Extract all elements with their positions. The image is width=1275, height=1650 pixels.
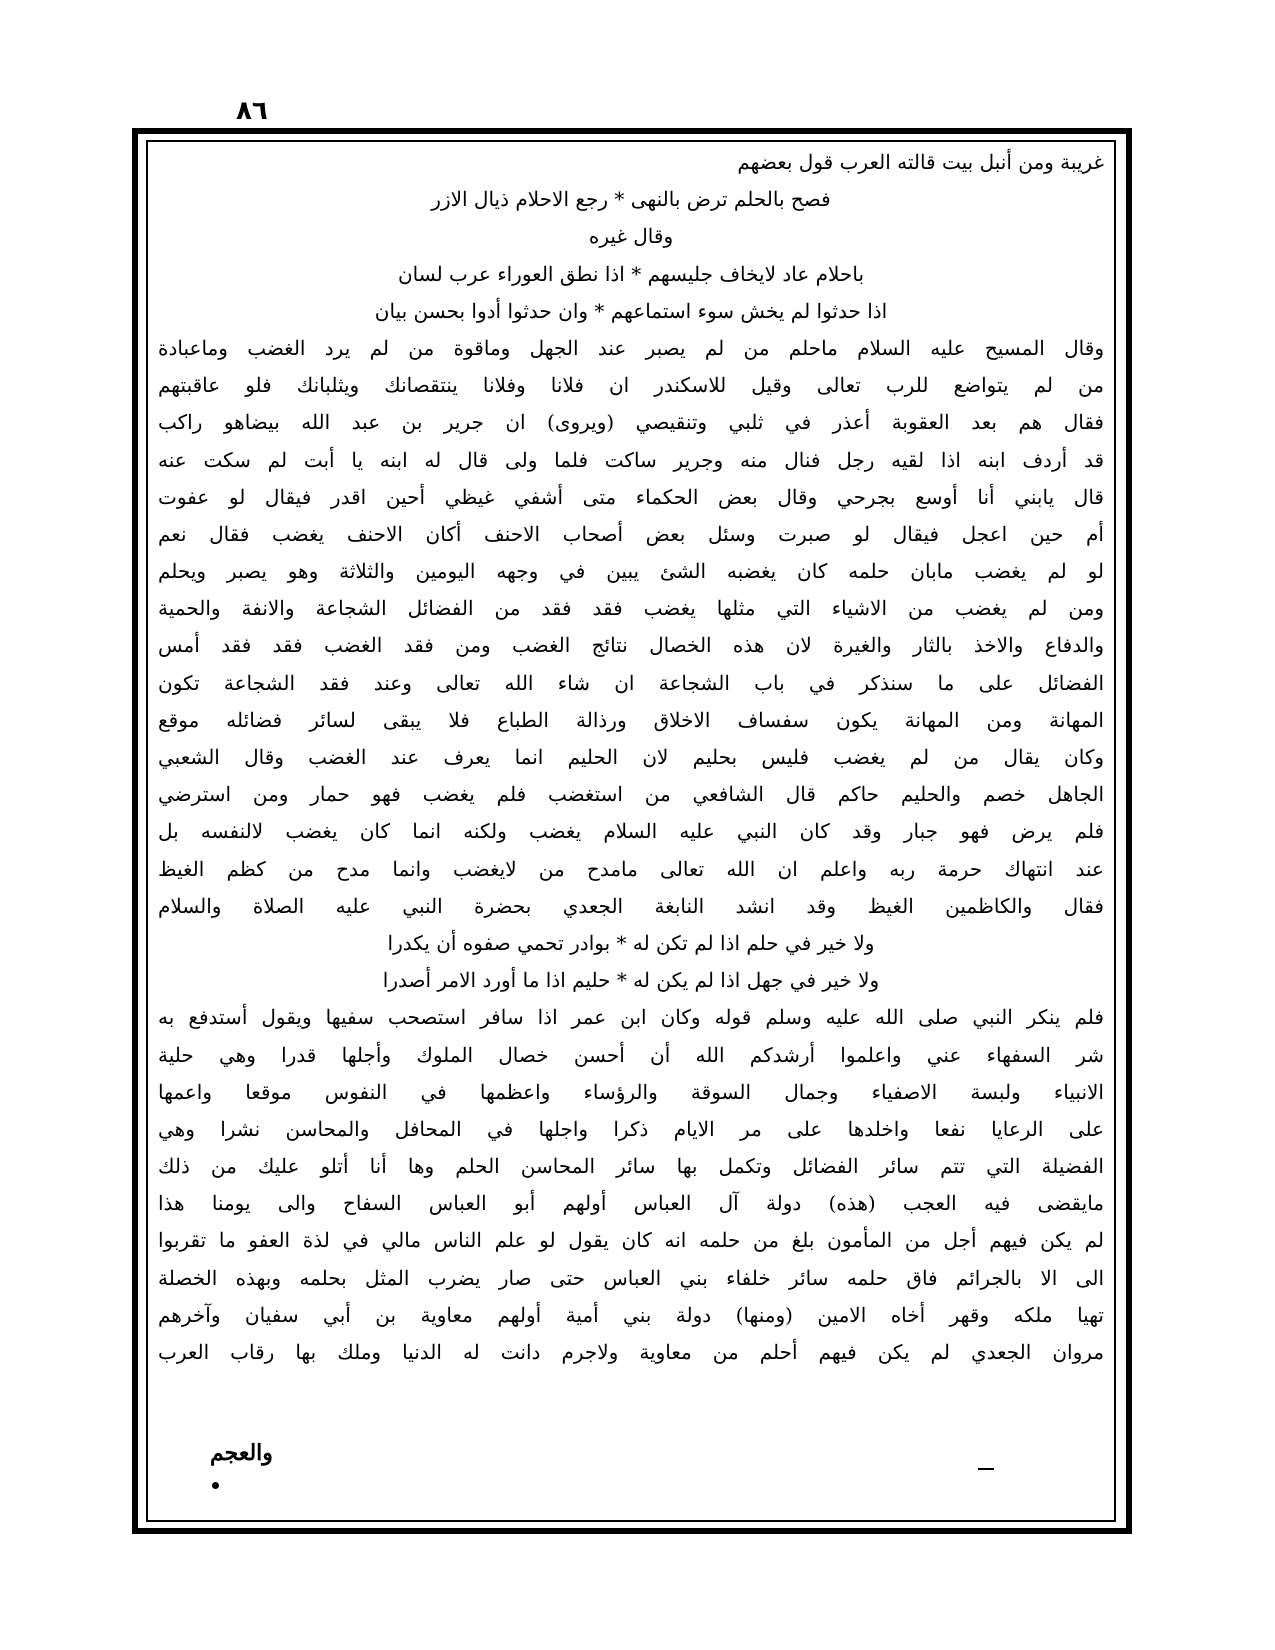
- text-line: فقال هم بعد العقوبة أعذر في ثلبي وتنقيصي (ويروى) ان جرير بن عبد الله بيضاهو راكب: [158, 410, 1104, 435]
- text-line: فصح بالحلم ترض بالنهى * رجع الاحلام ذيال الازر: [431, 187, 831, 212]
- text-line: الجاهل خصم والحليم حاكم قال الشافعي من استغضب فلم يغضب فهو حمار ومن استرضي: [158, 782, 1104, 807]
- text-line: عند انتهاك حرمة ربه واعلم ان الله تعالى مامدح من لايغضب وانما مدح من كظم الغيظ: [158, 856, 1104, 881]
- text-line: لم يكن فيهم أجل من المأمون بلغ من حلمه انه كان يقول لو علم الناس مالي في لذة العفو ما تقربوا: [158, 1228, 1104, 1253]
- ink-dash: [978, 1468, 994, 1470]
- text-body: [158, 144, 1104, 1516]
- text-line: من لم يتواضع للرب تعالى وقيل للاسكندر ان فلانا وفلانا ينتقصانك ويثلبانك فلو عاقبتهم: [158, 373, 1104, 398]
- text-line: قال يابني أنا أوسع بجرحي وقال بعض الحكماء متى أشفي غيظي أحين اقدر فيقال لو عفوت: [158, 484, 1104, 509]
- text-line: فقال والكاظمين الغيظ وقد انشد النابغة الجعدي بحضرة النبي عليه الصلاة والسلام: [158, 893, 1104, 918]
- text-line: فلم يرض فهو جبار وقد كان النبي عليه السلام يغضب ولكنه انما كان يغضب لالنفسه بل: [158, 819, 1104, 844]
- ink-dot: [212, 1482, 219, 1489]
- text-line: قد أردف ابنه اذا لقيه رجل فنال منه وجرير ساكت فلما ولى قال له ابنه يا أبت لم سكت عنه: [158, 447, 1104, 472]
- text-line: تهيا ملكه وقهر أخاه الامين (ومنها) دولة بني أمية أولهم معاوية بن أبي سفيان وآخرهم: [158, 1302, 1104, 1327]
- text-line: مروان الجعدي لم يكن فيهم أحلم من معاوية ولاجرم دانت له الدنيا وملك بها رقاب العرب: [158, 1340, 1104, 1364]
- page-number: ٨٦: [236, 96, 268, 126]
- catchword: والعجم: [210, 1440, 273, 1466]
- text-line: شر السفهاء عني واعلموا أرشدكم الله أن أحسن خصال الملوك وأجلها قدرا وهي حلية: [158, 1042, 1104, 1067]
- text-line: ولا خير في جهل اذا لم يكن له * حليم اذا ما أورد الامر أصدرا: [382, 968, 880, 993]
- text-line: وكان يقال من لم يغضب فليس بحليم لان الحليم انما يعرف عند الغضب وقال الشعبي: [158, 745, 1104, 769]
- text-line: والدفاع والاخذ بالثار والغيرة لان هذه الخصال نتائج الغضب ومن فقد الغضب فقد فقد أمس: [158, 633, 1104, 658]
- text-line: اذا حدثوا لم يخش سوء استماعهم * وان حدثوا أدوا بحسن بيان: [374, 298, 888, 323]
- text-line: باحلام عاد لايخاف جليسهم * اذا نطق العوراء عرب لسان: [397, 261, 865, 286]
- text-line: وقال غيره: [588, 224, 674, 249]
- text-line: فلم ينكر النبي صلى الله عليه وسلم قوله وكان ابن عمر اذا سافر استصحب سفيها ويقول أستدفع به: [158, 1005, 1104, 1030]
- text-line: الى الا بالجرائم فاق حلمه سائر خلفاء بني العباس حتى صار يضرب المثل بحلمه وبهذه الخصلة: [158, 1265, 1104, 1290]
- text-line: على الرعايا نفعا واخلدها على مر الايام ذكرا واجلها في المحافل والمحاسن نشرا وهي: [158, 1116, 1104, 1141]
- text-line: مايقضى فيه العجب (هذه) دولة آل العباس أولهم أبو العباس السفاح والى يومنا هذا: [158, 1191, 1104, 1216]
- text-line: ومن لم يغضب من الاشياء التي مثلها يغضب فقد فقد من الفضائل الشجاعة والانفة والحمية: [158, 596, 1104, 621]
- text-line: الفضيلة التي تتم سائر الفضائل وتكمل بها سائر المحاسن الحلم وها أنا أتلو عليك من ذلك: [158, 1154, 1104, 1179]
- text-line: وقال المسيح عليه السلام ماحلم من لم يصبر عند الجهل وماقوة من لم يرد الغضب وماعبادة: [158, 335, 1104, 360]
- text-line: الفضائل على ما سنذكر في باب الشجاعة ان شاء الله تعالى وعند فقد الشجاعة تكون: [158, 670, 1104, 695]
- text-line: المهانة ومن المهانة يكون سفساف الاخلاق ورذالة الطباع فلا يبقى لسائر فضائله موقع: [158, 707, 1104, 732]
- text-line: لو لم يغضب مابان حلمه كان يغضبه الشئ يبين في وجهه اليومين والثلاثة وهو يصبر ويحلم: [158, 559, 1104, 584]
- text-line: غريبة ومن أنبل بيت قالته العرب قول بعضهم: [737, 150, 1104, 174]
- text-line: أم حين اعجل فيقال لو صبرت وسئل بعض أصحاب الاحنف أكان الاحنف يغضب فقال نعم: [158, 521, 1104, 546]
- text-line: ولا خير في حلم اذا لم تكن له * بوادر تحمي صفوه أن يكدرا: [387, 930, 875, 955]
- text-line: الانبياء ولبسة الاصفياء وجمال السوقة والرؤساء واعظمها في النفوس موقعا واعمها: [158, 1079, 1104, 1104]
